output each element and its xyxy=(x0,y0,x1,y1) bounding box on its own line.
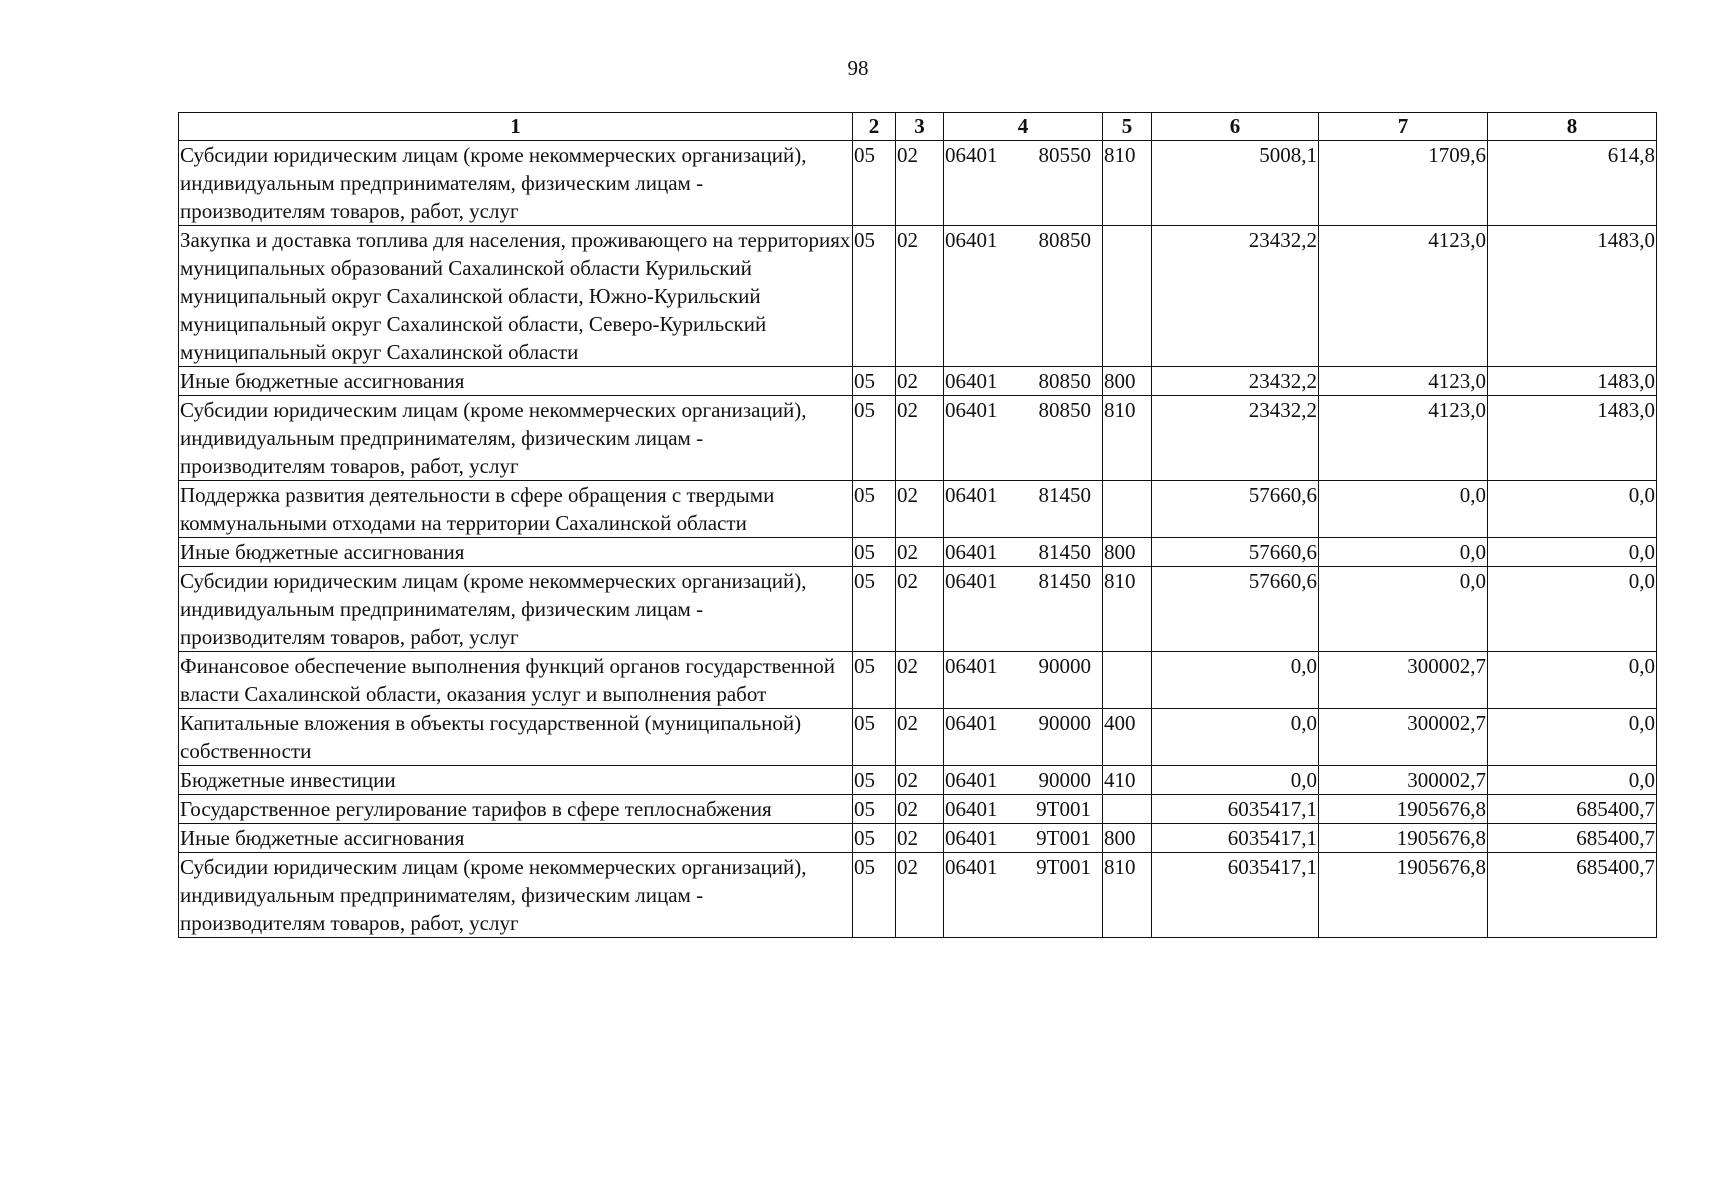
row-code-section: 05 xyxy=(853,141,896,226)
row-code-subsection: 02 xyxy=(896,538,944,567)
header-col-1: 1 xyxy=(179,113,853,141)
row-code-section: 05 xyxy=(853,481,896,538)
row-code-expense-type: 800 xyxy=(1103,367,1152,396)
row-code-section: 05 xyxy=(853,367,896,396)
row-code-subsection: 02 xyxy=(896,141,944,226)
row-value-col7: 4123,0 xyxy=(1319,367,1488,396)
row-code-target-program: 06401 xyxy=(945,569,998,593)
row-code-target-direction: 80550 xyxy=(1038,143,1091,167)
row-code-target-direction: 9Т001 xyxy=(1036,826,1091,850)
row-code-subsection: 02 xyxy=(896,396,944,481)
row-code-subsection: 02 xyxy=(896,853,944,938)
row-code-target-direction: 90000 xyxy=(1038,711,1091,735)
row-code-target xyxy=(944,367,1103,396)
row-code-target-program: 06401 xyxy=(945,228,998,252)
row-code-expense-type xyxy=(1103,226,1152,367)
row-code-expense-type: 810 xyxy=(1103,396,1152,481)
row-description: Государственное регулирование тарифов в сфере теплоснабжения xyxy=(179,795,853,824)
table-body xyxy=(179,141,1657,938)
row-value-col6: 23432,2 xyxy=(1152,226,1319,367)
row-value-col8: 0,0 xyxy=(1488,709,1657,766)
row-code-subsection: 02 xyxy=(896,709,944,766)
row-code-expense-type xyxy=(1103,795,1152,824)
row-value-col6: 0,0 xyxy=(1152,652,1319,709)
row-code-target-program: 06401 xyxy=(945,654,998,678)
row-value-col6: 0,0 xyxy=(1152,709,1319,766)
row-code-target-direction: 9Т001 xyxy=(1036,855,1091,879)
table-row xyxy=(179,824,1657,853)
row-code-target-direction: 80850 xyxy=(1038,228,1091,252)
row-code-subsection: 02 xyxy=(896,226,944,367)
row-code-subsection: 02 xyxy=(896,795,944,824)
row-value-col6: 6035417,1 xyxy=(1152,853,1319,938)
row-value-col7: 0,0 xyxy=(1319,567,1488,652)
row-description: Субсидии юридическим лицам (кроме некоммерческих организаций), индивидуальным предпринимателям, физическим лицам - производителям товаров, работ, услуг xyxy=(179,567,853,652)
row-code-subsection: 02 xyxy=(896,367,944,396)
row-code-expense-type: 800 xyxy=(1103,538,1152,567)
table-row xyxy=(179,538,1657,567)
row-description: Капитальные вложения в объекты государственной (муниципальной) собственности xyxy=(179,709,853,766)
row-value-col8: 0,0 xyxy=(1488,766,1657,795)
row-value-col7: 300002,7 xyxy=(1319,709,1488,766)
row-code-target-program: 06401 xyxy=(945,797,998,821)
row-description: Субсидии юридическим лицам (кроме некоммерческих организаций), индивидуальным предпринимателям, физическим лицам - производителям товаров, работ, услуг xyxy=(179,853,853,938)
budget-table xyxy=(178,112,1657,938)
table-row xyxy=(179,226,1657,367)
row-code-target-program: 06401 xyxy=(945,143,998,167)
row-value-col6: 57660,6 xyxy=(1152,538,1319,567)
row-code-target xyxy=(944,766,1103,795)
row-description: Поддержка развития деятельности в сфере обращения с твердыми коммунальными отходами на территории Сахалинской области xyxy=(179,481,853,538)
row-code-expense-type: 800 xyxy=(1103,824,1152,853)
row-code-section: 05 xyxy=(853,824,896,853)
row-value-col8: 685400,7 xyxy=(1488,824,1657,853)
row-description: Бюджетные инвестиции xyxy=(179,766,853,795)
page-number: 98 xyxy=(847,56,869,80)
row-code-subsection: 02 xyxy=(896,824,944,853)
row-code-target-program: 06401 xyxy=(945,711,998,735)
row-code-target xyxy=(944,141,1103,226)
row-code-subsection: 02 xyxy=(896,766,944,795)
row-code-section: 05 xyxy=(853,226,896,367)
row-code-target xyxy=(944,538,1103,567)
row-code-target-program: 06401 xyxy=(945,855,998,879)
table-row xyxy=(179,367,1657,396)
table-row xyxy=(179,481,1657,538)
header-col-3: 3 xyxy=(896,113,944,141)
row-value-col7: 300002,7 xyxy=(1319,766,1488,795)
row-value-col8: 1483,0 xyxy=(1488,367,1657,396)
row-value-col8: 0,0 xyxy=(1488,652,1657,709)
row-code-section: 05 xyxy=(853,538,896,567)
row-value-col6: 6035417,1 xyxy=(1152,795,1319,824)
row-code-target-direction: 81450 xyxy=(1038,569,1091,593)
row-code-expense-type: 400 xyxy=(1103,709,1152,766)
table-row xyxy=(179,141,1657,226)
row-code-expense-type: 810 xyxy=(1103,853,1152,938)
header-col-4: 4 xyxy=(944,113,1103,141)
row-code-target-program: 06401 xyxy=(945,398,998,422)
row-value-col7: 0,0 xyxy=(1319,481,1488,538)
row-code-subsection: 02 xyxy=(896,481,944,538)
header-row xyxy=(179,113,1657,141)
table-row xyxy=(179,652,1657,709)
row-code-section: 05 xyxy=(853,396,896,481)
row-code-target-direction: 9Т001 xyxy=(1036,797,1091,821)
row-code-expense-type: 810 xyxy=(1103,141,1152,226)
row-code-target-direction: 81450 xyxy=(1038,540,1091,564)
header-col-8: 8 xyxy=(1488,113,1657,141)
row-value-col8: 685400,7 xyxy=(1488,795,1657,824)
row-code-target-direction: 80850 xyxy=(1038,398,1091,422)
row-code-target-program: 06401 xyxy=(945,540,998,564)
row-value-col6: 0,0 xyxy=(1152,766,1319,795)
row-value-col7: 0,0 xyxy=(1319,538,1488,567)
row-value-col7: 4123,0 xyxy=(1319,226,1488,367)
table-row xyxy=(179,567,1657,652)
row-description: Закупка и доставка топлива для населения, проживающего на территориях муниципальных образований Сахалинской области Курильский муниципальный округ Сахалинской области, Южно-Курильский муниципальный округ Сахалинской области, Северо-Курильский муниципальный округ Сахалинской области xyxy=(179,226,853,367)
row-code-section: 05 xyxy=(853,709,896,766)
row-description: Финансовое обеспечение выполнения функций органов государственной власти Сахалинской области, оказания услуг и выполнения работ xyxy=(179,652,853,709)
row-code-target-program: 06401 xyxy=(945,826,998,850)
row-code-target xyxy=(944,481,1103,538)
table-row xyxy=(179,766,1657,795)
row-code-section: 05 xyxy=(853,795,896,824)
header-col-6: 6 xyxy=(1152,113,1319,141)
row-value-col7: 1709,6 xyxy=(1319,141,1488,226)
row-description: Иные бюджетные ассигнования xyxy=(179,824,853,853)
row-value-col6: 57660,6 xyxy=(1152,567,1319,652)
row-code-target-direction: 80850 xyxy=(1038,369,1091,393)
row-value-col6: 23432,2 xyxy=(1152,396,1319,481)
row-code-target xyxy=(944,709,1103,766)
row-value-col8: 0,0 xyxy=(1488,567,1657,652)
row-code-target-program: 06401 xyxy=(945,369,998,393)
header-col-5: 5 xyxy=(1103,113,1152,141)
row-value-col8: 1483,0 xyxy=(1488,396,1657,481)
row-code-expense-type: 810 xyxy=(1103,567,1152,652)
row-code-target-direction: 81450 xyxy=(1038,483,1091,507)
header-col-2: 2 xyxy=(853,113,896,141)
row-value-col7: 1905676,8 xyxy=(1319,824,1488,853)
row-value-col8: 0,0 xyxy=(1488,481,1657,538)
row-value-col6: 6035417,1 xyxy=(1152,824,1319,853)
row-code-subsection: 02 xyxy=(896,567,944,652)
row-code-section: 05 xyxy=(853,652,896,709)
table-row xyxy=(179,709,1657,766)
row-value-col8: 614,8 xyxy=(1488,141,1657,226)
row-code-target xyxy=(944,853,1103,938)
row-code-section: 05 xyxy=(853,853,896,938)
row-code-target-direction: 90000 xyxy=(1038,768,1091,792)
row-value-col7: 300002,7 xyxy=(1319,652,1488,709)
row-value-col7: 1905676,8 xyxy=(1319,795,1488,824)
row-value-col7: 4123,0 xyxy=(1319,396,1488,481)
header-col-7: 7 xyxy=(1319,113,1488,141)
row-code-section: 05 xyxy=(853,766,896,795)
row-description: Иные бюджетные ассигнования xyxy=(179,538,853,567)
row-code-target-program: 06401 xyxy=(945,768,998,792)
row-code-target xyxy=(944,652,1103,709)
row-description: Субсидии юридическим лицам (кроме некоммерческих организаций), индивидуальным предпринимателям, физическим лицам - производителям товаров, работ, услуг xyxy=(179,141,853,226)
row-code-target xyxy=(944,795,1103,824)
row-value-col7: 1905676,8 xyxy=(1319,853,1488,938)
row-value-col6: 57660,6 xyxy=(1152,481,1319,538)
row-description: Иные бюджетные ассигнования xyxy=(179,367,853,396)
row-value-col8: 1483,0 xyxy=(1488,226,1657,367)
row-value-col6: 23432,2 xyxy=(1152,367,1319,396)
row-value-col8: 0,0 xyxy=(1488,538,1657,567)
row-value-col8: 685400,7 xyxy=(1488,853,1657,938)
row-code-subsection: 02 xyxy=(896,652,944,709)
row-code-target-direction: 90000 xyxy=(1038,654,1091,678)
row-code-expense-type xyxy=(1103,481,1152,538)
table-row xyxy=(179,853,1657,938)
row-description: Субсидии юридическим лицам (кроме некоммерческих организаций), индивидуальным предпринимателям, физическим лицам - производителям товаров, работ, услуг xyxy=(179,396,853,481)
row-code-target-program: 06401 xyxy=(945,483,998,507)
row-code-target xyxy=(944,567,1103,652)
table-row xyxy=(179,396,1657,481)
row-code-target xyxy=(944,396,1103,481)
row-code-expense-type: 410 xyxy=(1103,766,1152,795)
row-code-expense-type xyxy=(1103,652,1152,709)
table-row xyxy=(179,795,1657,824)
row-value-col6: 5008,1 xyxy=(1152,141,1319,226)
row-code-target xyxy=(944,226,1103,367)
row-code-section: 05 xyxy=(853,567,896,652)
row-code-target xyxy=(944,824,1103,853)
